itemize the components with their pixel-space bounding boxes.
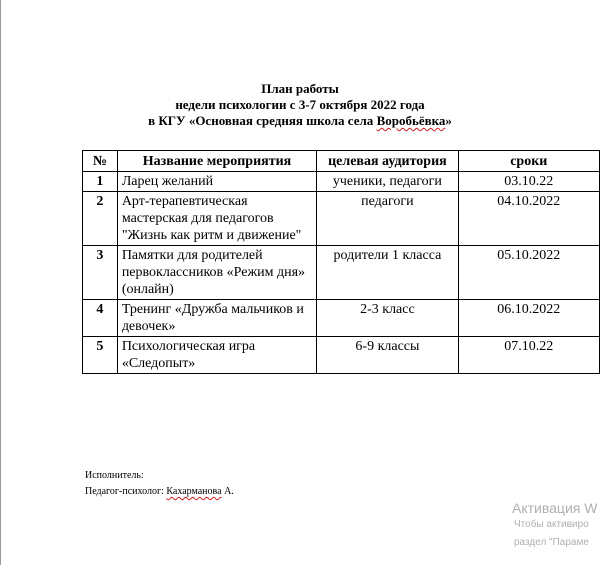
row-name: Памятки для родителей первоклассников «Режим дня» (онлайн) (117, 246, 316, 300)
activation-watermark-title: Активация W (512, 500, 598, 516)
row-date: 07.10.22 (458, 337, 599, 374)
row-num: 2 (83, 192, 118, 246)
plan-table (82, 150, 600, 374)
row-num: 3 (83, 246, 118, 300)
col-header-name: Название мероприятия (117, 151, 316, 172)
table-row (83, 337, 600, 374)
school-prefix: в КГУ «Основная средняя школа села (148, 113, 377, 128)
row-date: 05.10.2022 (458, 246, 599, 300)
row-num: 5 (83, 337, 118, 374)
row-name: Арт-терапевтическая мастерская для педагогов "Жизнь как ритм и движение" (117, 192, 316, 246)
row-name: Тренинг «Дружба мальчиков и девочек» (117, 300, 316, 337)
row-name: Ларец желаний (117, 172, 316, 192)
doc-school-line (0, 113, 600, 129)
table-row (83, 192, 600, 246)
executor-label: Исполнитель: (85, 470, 144, 481)
table-row (83, 246, 600, 300)
row-num: 4 (83, 300, 118, 337)
psychologist-initial: А. (221, 486, 234, 497)
row-date: 03.10.22 (458, 172, 599, 192)
col-header-num: № (83, 151, 118, 172)
doc-subtitle: недели психологии с 3-7 октября 2022 года (175, 97, 425, 112)
row-date: 06.10.2022 (458, 300, 599, 337)
row-num: 1 (83, 172, 118, 192)
col-header-date: сроки (458, 151, 599, 172)
table-row (83, 300, 600, 337)
row-audience: 6-9 классы (317, 337, 458, 374)
table-header-row (83, 151, 600, 172)
psychologist-name: Кахарманова (166, 486, 222, 497)
row-audience: ученики, педагоги (317, 172, 458, 192)
school-village: Воробьёвка (376, 113, 446, 128)
school-suffix: » (445, 113, 452, 128)
row-audience: 2-3 класс (317, 300, 458, 337)
activation-watermark-line2: Чтобы активиро (514, 519, 589, 530)
row-name: Психологическая игра «Следопыт» (117, 337, 316, 374)
psychologist-label: Педагог-психолог: (85, 486, 167, 497)
doc-title: План работы (261, 81, 339, 96)
col-header-audience: целевая аудитория (317, 151, 458, 172)
table-row (83, 172, 600, 192)
activation-watermark-line3: раздел "Параме (514, 537, 589, 548)
row-audience: педагоги (317, 192, 458, 246)
psychologist-line (85, 486, 234, 498)
row-date: 04.10.2022 (458, 192, 599, 246)
row-audience: родители 1 класса (317, 246, 458, 300)
